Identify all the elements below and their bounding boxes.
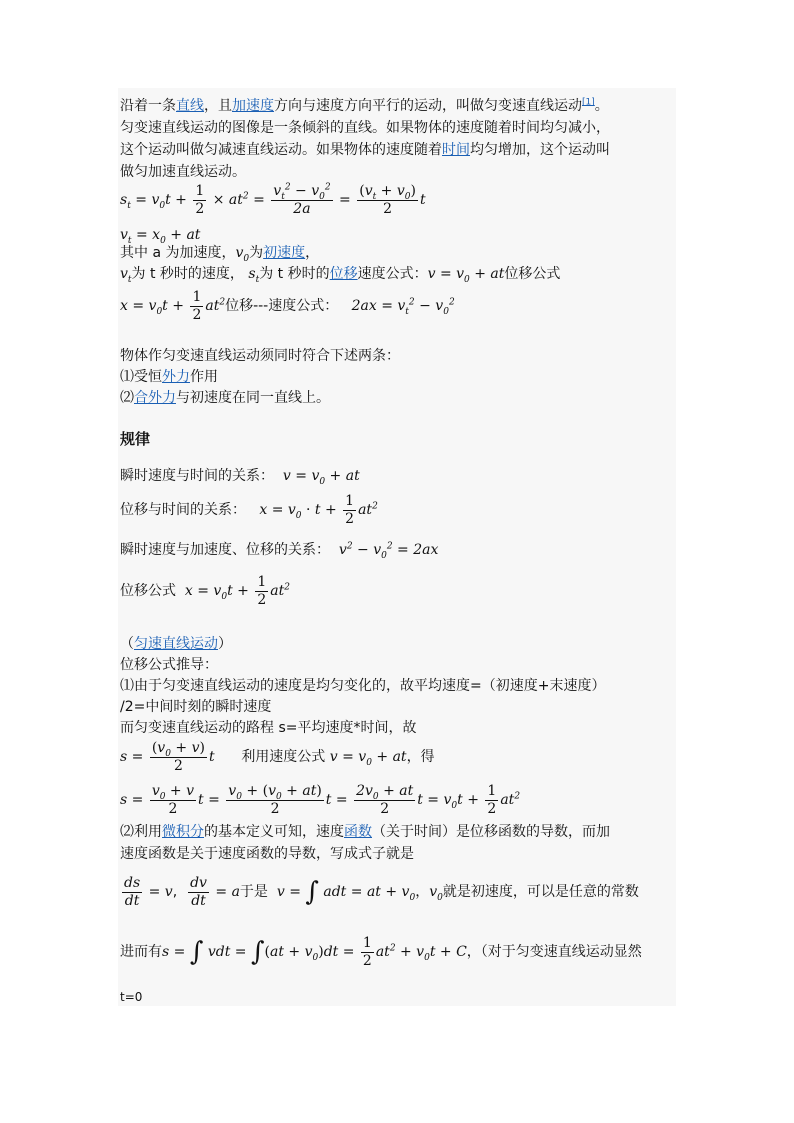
formula-derivatives: $\frac{ds}{dt}$ = v, $\frac{dv}{dt}$ = a于是 v = ∫ adt = at + $v_0$，$v_0$就是初速度，可以是任意的常数 <box>124 874 639 909</box>
text: ， <box>305 245 320 261</box>
section-heading-guilv: 规律 <box>120 430 151 448</box>
condition-1 <box>120 366 218 388</box>
text: 瞬时速度与时间的关系： <box>120 468 274 484</box>
derivation-title: 位移公式推导： <box>120 657 218 673</box>
text: 的基本定义可知，速度 <box>204 824 344 840</box>
text: ⑴受恒 <box>120 369 162 385</box>
text: ⑵ <box>120 390 134 406</box>
text: ，且 <box>204 98 232 114</box>
text: 均匀增加，这个运动叫 <box>470 142 610 158</box>
text: 为 t 秒时的速度， <box>131 266 244 282</box>
rule-2: 位移与时间的关系： $x = v_0 \cdot t$ + $\frac{1}{2}$ $at^2$ <box>120 492 378 527</box>
para-definition-line2: 匀变速直线运动的图像是一条倾斜的直线。如果物体的速度随着时间均匀减小， <box>120 120 610 136</box>
text: ，（对于匀变速直线运动显然 <box>466 944 642 960</box>
link-weijifen[interactable]: 微积分 <box>162 824 204 840</box>
rule-4: 位移公式 $x = v_0t$ + $\frac{1}{2}$ $at^2$ <box>120 573 290 608</box>
text: 位移公式 <box>120 583 176 599</box>
link-hewaili[interactable]: 合外力 <box>134 390 176 406</box>
derivation-line2: /2=中间时刻的瞬时速度 <box>120 699 272 715</box>
text: 就是初速度，可以是任意的常数 <box>442 884 639 900</box>
text: 为 t 秒时的 <box>259 266 330 282</box>
reference-link[interactable]: [1] <box>582 97 595 108</box>
text: ，得 <box>406 749 435 765</box>
formula-vt: $v_t = x_0$ + at <box>120 227 201 246</box>
text: 作用 <box>190 369 218 385</box>
link-shijian[interactable]: 时间 <box>442 142 470 158</box>
text: （关于时间）是位移函数的导数，而加 <box>372 824 610 840</box>
link-chusudu[interactable]: 初速度 <box>263 245 306 261</box>
link-zhixian[interactable]: 直线 <box>176 98 204 114</box>
link-hanshu[interactable]: 函数 <box>344 824 372 840</box>
text: 进而有 <box>120 944 162 960</box>
link-waili[interactable]: 外力 <box>162 369 190 385</box>
rule-1: 瞬时速度与时间的关系： $v = v_0$ + at <box>120 468 360 487</box>
text: 为 <box>249 245 264 261</box>
text: 利用速度公式 <box>241 749 326 765</box>
text: 与初速度在同一直线上。 <box>176 390 330 406</box>
link-jiasudu[interactable]: 加速度 <box>232 98 274 114</box>
formula-integral: 进而有s = ∫ vdt = $\int(at + v_0)dt$ = $\frac{1}{2}$ $at^2 + v_0t + C$，（对于匀变速直线运动显然 <box>120 934 642 969</box>
text: 其中 a 为加速度， <box>120 245 236 261</box>
derivation-line1: ⑴由于匀变速直线运动的速度是均匀变化的，故平均速度=（初速度+末速度） <box>120 678 606 694</box>
derivation-line6: 速度函数是关于速度函数的导数，写成式子就是 <box>120 846 414 862</box>
link-weiyi[interactable]: 位移 <box>329 266 358 282</box>
para-qizhong: 其中 a 为加速度，$v_0$为初速度， <box>120 245 320 264</box>
condition-2 <box>120 387 330 409</box>
text: 沿着一条 <box>120 98 176 114</box>
text: （ <box>120 636 134 652</box>
para-yunsu <box>120 633 232 655</box>
formula-s-average: s = $\frac{(v_0 + v)}{2}$ t 利用速度公式 $v = v_0$ + at，得 <box>120 739 435 774</box>
text: 位移公式 <box>504 266 561 282</box>
text: 。 <box>594 98 609 114</box>
text: ） <box>218 636 232 652</box>
text: 位移---速度公式： <box>225 298 339 314</box>
para-vt-st: $v_t$为 t 秒时的速度， $s_t$为 t 秒时的位移速度公式：$v = v_0$ + at位移公式 <box>120 266 561 285</box>
para-definition-line1 <box>120 95 609 117</box>
formula-s-expanded: s = $\frac{v_0 + v}{2}$ t = $\frac{v_0 + (v_0 + at)}{2}$ t = $\frac{2v_0 + at}{2}$ $t = v_0t$ + $\frac{1}{2}$ $at^2$ <box>120 782 521 817</box>
text-t0: t=0 <box>120 990 143 1004</box>
para-definition-line3 <box>120 139 610 161</box>
formula-st: $s_t = v_0t$ + $\frac{1}{2}$ × $at^2$ = $\frac{v_t^2 - v_0^2}{2a}$ = $\frac{(v_t + v_0)}{2}$ t <box>120 181 426 217</box>
text: 于是 <box>239 884 268 900</box>
para-conditions-intro: 物体作匀变速直线运动须同时符合下述两条： <box>120 348 400 364</box>
derivation-line3: 而匀变速直线运动的路程 s=平均速度*时间，故 <box>120 720 417 736</box>
text: 这个运动叫做匀减速直线运动。如果物体的速度随着 <box>120 142 442 158</box>
text: ⑵利用 <box>120 824 162 840</box>
text: 方向与速度方向平行的运动，叫做匀变速直线运动 <box>274 98 582 114</box>
text: 瞬时速度与加速度、位移的关系： <box>120 542 330 558</box>
text: 速度公式： <box>357 266 428 282</box>
formula-weiyi-sudu: $x = v_0t$ + $\frac{1}{2}$ $at^2$位移---速度公式： $2ax = v_t^2 - v_0^2$ <box>120 288 455 323</box>
derivation-line5 <box>120 821 610 843</box>
text: 位移与时间的关系： <box>120 502 246 518</box>
para-definition-line4: 做匀加速直线运动。 <box>120 164 246 180</box>
rule-3: 瞬时速度与加速度、位移的关系： $v^2 - v_0^2 = 2ax$ <box>120 541 439 561</box>
link-yunsu-zhixian[interactable]: 匀速直线运动 <box>134 636 218 652</box>
